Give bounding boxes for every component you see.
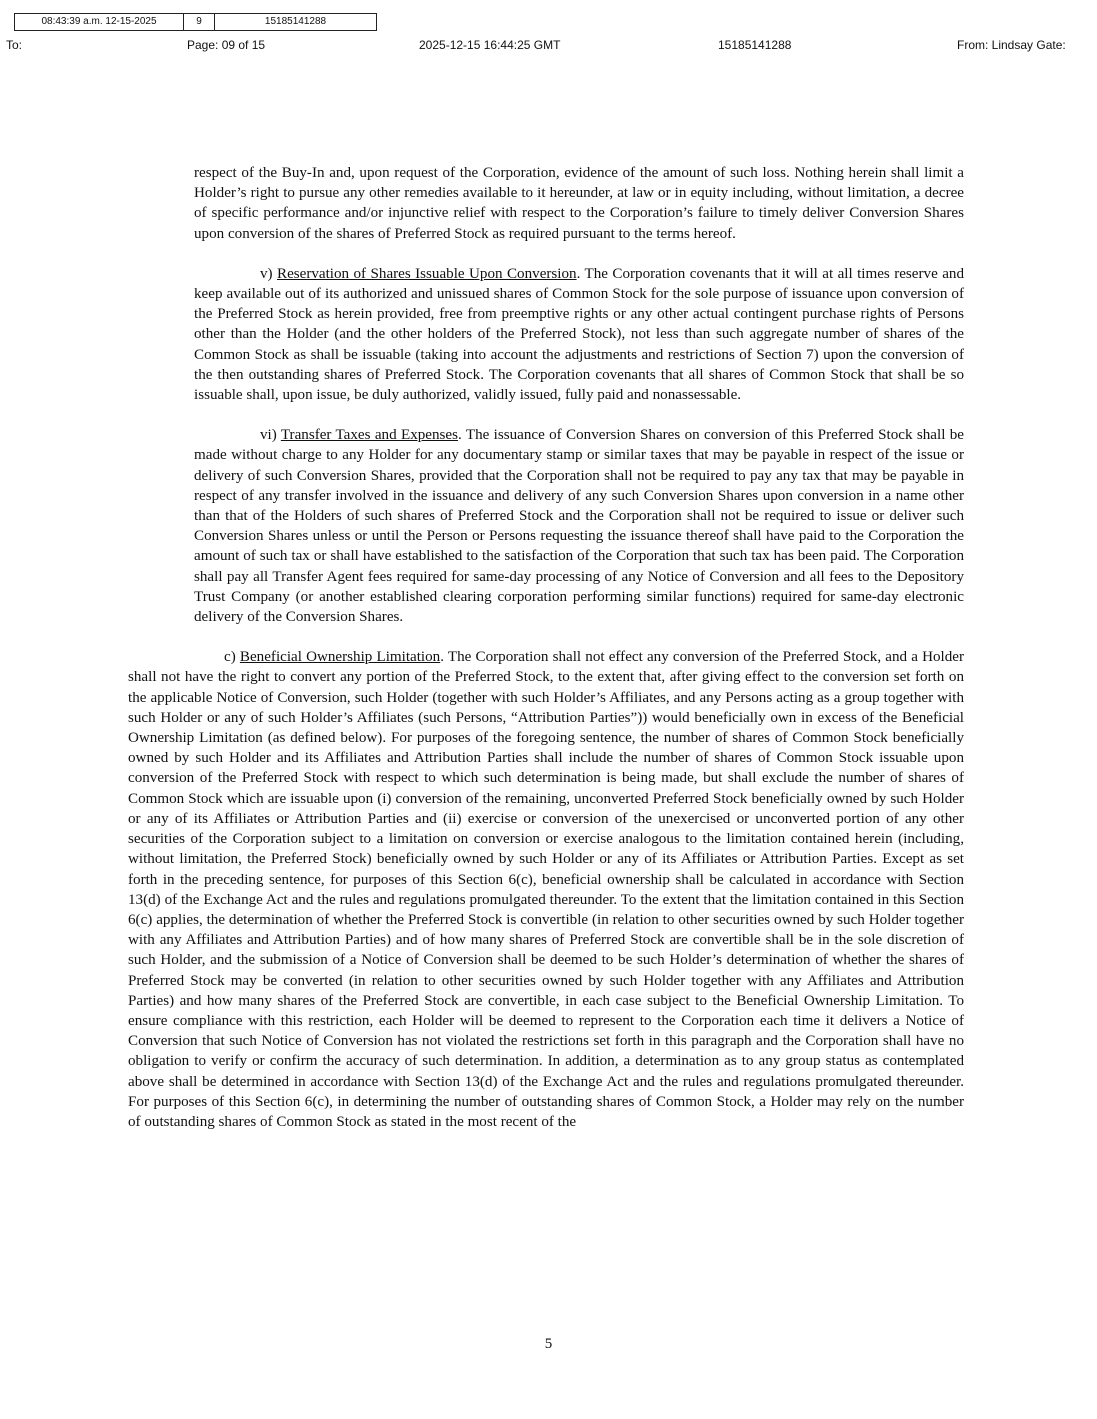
section-text: . The Corporation shall not effect any conversion of the Preferred Stock, and a Holder shall not have the right to convert any portion of the Preferred Stock, to the extent that, after giving effect to the conversion set forth on the applicable Notice of Conversion, such Holder (together with such Holder’s Affiliates, and any Persons acting as a group together with such Holder or any of such Holder’s Affiliates (such Persons, “Attribution Parties”)) would beneficially own in excess of the Beneficial Ownership Limitation (as defined below). For purposes of the foregoing sentence, the number of shares of Common Stock beneficially owned by such Holder and its Affiliates and Attribution Parties shall include the number of shares of Common Stock issuable upon conversion of the Preferred Stock with respect to which such determination is being made, but shall exclude the number of shares of Common Stock which are issuable upon (i) conversion of the remaining, unconverted Preferred Stock beneficially owned by such Holder or any of its Affiliates or Attribution Parties and (ii) exercise or conversion of the unexercised or unconverted portion of any other securities of the Corporation subject to a limitation on conversion or exercise analogous to the limitation contained herein (including, without limitation, the Preferred Stock) beneficially owned by such Holder or any of its Affiliates or Attribution Parties. Except as set forth in the preceding sentence, for purposes of this Section 6(c), beneficial ownership shall be calculated in accordance with Section 13(d) of the Exchange Act and the rules and regulations promulgated thereunder. To the extent that the limitation contained in this Section 6(c) applies, the determination of whether the Preferred Stock is convertible (in relation to other securities owned by such Holder together with any Affiliates and Attribution Parties) and of how many shares of Preferred Stock are convertible shall be in the sole discretion of such Holder, and the submission of a Notice of Conversion shall be deemed to be such Holder’s determination of whether the shares of Preferred Stock may be converted (in relation to other securities owned by such Holder together with any Affiliates and Attribution Parties) and how many shares of the Preferred Stock are convertible, in each case subject to the Beneficial Ownership Limitation. To ensure compliance with this restriction, each Holder will be deemed to represent to the Corporation each time it delivers a Notice of Conversion that such Notice of Conversion has not violated the restrictions set forth in this paragraph and the Corporation shall have no obligation to verify or confirm the accuracy of such determination. In addition, a determination as to any group status as contemplated above shall be determined in accordance with Section 13(d) of the Exchange Act and the rules and regulations promulgated thereunder. For purposes of this Section 6(c), in determining the number of outstanding shares of Common Stock, a Holder may rely on the number of outstanding shares of Common Stock as stated in the most recent of the (128, 649, 965, 1130)
section-label: v) (260, 265, 273, 282)
section-heading: Reservation of Shares Issuable Upon Conversion (277, 265, 577, 282)
fax-to: To: (6, 38, 23, 52)
section-text: . The issuance of Conversion Shares on conversion of this Preferred Stock shall be made without charge to any Holder for any documentary stamp or similar taxes that may be payable in respect of the issue or delivery of such Conversion Shares, provided that the Corporation shall not be required to pay any tax that may be payable in respect of any transfer involved in the issuance and delivery of any such Conversion Shares upon conversion in a name other than that of the Holders of such shares of Preferred Stock and the Corporation shall not be required to issue or deliver such Conversion Shares unless or until the Person or Persons requesting the issuance thereof shall have paid to the Corporation the amount of such tax or shall have established to the satisfaction of the Corporation that such tax has been paid. The Corporation shall pay all Transfer Agent fees required for same-day processing of any Notice of Conversion and all fees to the Depository Trust Company (or another established clearing corporation performing similar functions) required for same-day electronic delivery of the Conversion Shares. (194, 427, 964, 626)
document-body (128, 163, 964, 1132)
paragraph-continuation: respect of the Buy-In and, upon request of the Corporation, evidence of the amount of such loss. Nothing herein shall limit a Holder’s right to pursue any other remedies available to it hereunder, at law or in equity including, without limitation, a decree of specific performance and/or injunctive relief with respect to the Corporation’s failure to timely deliver Conversion Shares upon conversion of the shares of Preferred Stock as required pursuant to the terms hereof. (194, 165, 964, 242)
section-heading: Transfer Taxes and Expenses (280, 427, 458, 444)
paragraph-v (194, 264, 964, 405)
fax-page: Page: 09 of 15 (187, 38, 266, 52)
section-label: vi) (260, 427, 277, 444)
section-heading: Beneficial Ownership Limitation (239, 649, 441, 666)
fax-from: From: Lindsay Gate: (957, 38, 1066, 52)
fax-sender-number: 15185141288 (718, 38, 792, 52)
fax-number: 15185141288 (264, 16, 327, 27)
section-text: . The Corporation covenants that it will at all times reserve and keep available out of its authorized and unissued shares of Common Stock for the sole purpose of issuance upon conversion of the Preferred Stock as herein provided, free from preemptive rights or any other actual contingent purchase rights of Persons other than the Holder (and the other holders of the Preferred Stock), not less than such aggregate number of shares of the Common Stock as shall be issuable (taking into account the adjustments and restrictions of Section 7) upon the conversion of the then outstanding shares of Preferred Stock. The Corporation covenants that all shares of Common Stock that shall be so issuable shall, upon issue, be duly authorized, validly issued, fully paid and nonassessable. (194, 265, 964, 404)
fax-header (0, 38, 1097, 54)
continuation-block (128, 163, 964, 627)
paragraph-c (128, 647, 964, 1132)
fax-timestamp: 2025-12-15 16:44:25 GMT (419, 38, 561, 52)
fax-page-count: 9 (184, 14, 215, 30)
fax-transmission-box (14, 13, 377, 31)
section-label: c) (224, 649, 236, 666)
paragraph-vi (194, 425, 964, 627)
fax-datetime: 08:43:39 a.m. 12-15-2025 (15, 14, 184, 30)
page-number: 5 (544, 1336, 553, 1352)
